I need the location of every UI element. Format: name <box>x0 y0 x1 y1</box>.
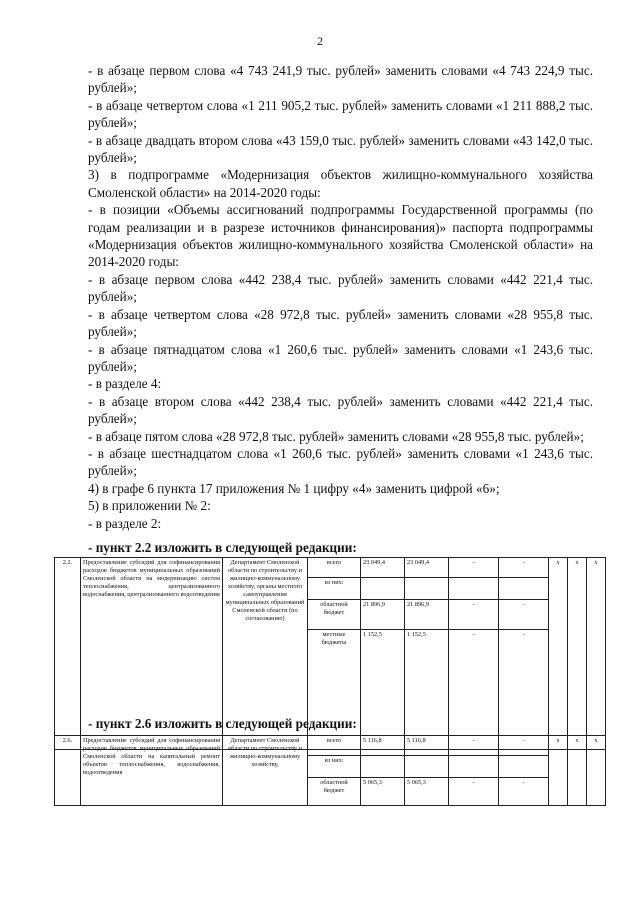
paragraph: - в абзаце двадцать втором слова «43 159,0 тыс. рублей» заменить словами «43 142,0 тыс. рублей»; <box>88 132 593 166</box>
value-cell: - <box>499 600 549 630</box>
measure-description: Предоставление субсидий для софинансирования расходов бюджетов муниципальных образований Смоленской области на капитальный ремонт объектов теплоснабжения, водоснабжения, водоотведения <box>81 736 223 806</box>
paragraph: 3) в подпрограмме «Модернизация объектов жилищно-коммунального хозяйства Смоленской области» на 2014-2020 годы: <box>88 167 593 200</box>
value-cell <box>499 578 549 600</box>
paragraph: - в абзаце шестнадцатом слова «1 260,6 тыс. рублей» заменить словами «1 243,6 тыс. рублей»; <box>88 445 593 479</box>
value-cell: 23 049,4 <box>405 558 449 578</box>
value-cell: - <box>449 600 499 630</box>
value-cell: - <box>449 736 499 756</box>
paragraph: - в абзаце пятом слова «28 972,8 тыс. рублей» заменить словами «28 955,8 тыс. рублей»; <box>88 428 584 444</box>
value-cell: - <box>449 630 499 750</box>
value-cell <box>449 578 499 600</box>
value-cell <box>361 578 405 600</box>
paragraph: - в абзаце первом слова «442 238,4 тыс. рублей» заменить словами «442 221,4 тыс. рублей»; <box>88 271 593 305</box>
x-cell: х <box>568 558 587 750</box>
x-cell: х <box>568 736 587 806</box>
source-cell: областной бюджет <box>308 778 361 806</box>
value-cell: - <box>449 558 499 578</box>
table-row <box>55 558 606 578</box>
document-body <box>88 62 593 532</box>
value-cell: 21 896,9 <box>405 600 449 630</box>
x-cell: х <box>587 558 606 750</box>
x-cell: х <box>549 558 568 750</box>
x-cell: х <box>549 736 568 806</box>
table-row <box>55 736 606 756</box>
value-cell: - <box>499 558 549 578</box>
paragraph: - в разделе 4: <box>88 376 162 392</box>
heading-point-2-6: - пункт 2.6 изложить в следующей редакции: <box>88 716 357 731</box>
paragraph: - в абзаце четвертом слова «1 211 905,2 тыс. рублей» заменить словами «1 211 888,2 тыс. рублей»; <box>88 97 593 131</box>
value-cell <box>405 756 449 778</box>
value-cell: 5 065,3 <box>361 778 405 806</box>
row-number: 2.2. <box>55 558 81 750</box>
value-cell <box>405 578 449 600</box>
value-cell <box>361 756 405 778</box>
table-point-2-6 <box>54 735 606 806</box>
value-cell <box>449 756 499 778</box>
paragraph: - в разделе 2: <box>88 515 162 531</box>
paragraph: - в абзаце первом слова «4 743 241,9 тыс. рублей» заменить словами «4 743 224,9 тыс. рублей»; <box>88 63 593 96</box>
paragraph: 5) в приложении № 2: <box>88 498 211 514</box>
value-cell: - <box>499 736 549 756</box>
value-cell: 1 152,5 <box>405 630 449 750</box>
value-cell: - <box>499 778 549 806</box>
paragraph: - в абзаце четвертом слова «28 972,8 тыс. рублей» заменить словами «28 955,8 тыс. рублей»; <box>88 306 593 340</box>
value-cell: 5 065,3 <box>405 778 449 806</box>
paragraph: - в позиции «Объемы ассигнований подпрограммы Государственной программы (по годам реализации и в разрезе источников финансирования)» паспорта подпрограммы «Модернизация объектов жилищно-коммунального хозяйства Смоленской области» на 2014-2020 годы: <box>88 202 593 270</box>
value-cell <box>499 756 549 778</box>
row-number: 2.6. <box>55 736 81 806</box>
measure-description: Предоставление субсидий для софинансирования расходов бюджетов муниципальных образований Смоленской области на модернизацию систем теплоснабжения, централизованного водоснабжения, централизованного водоотведения <box>81 558 223 750</box>
paragraph: - в абзаце втором слова «442 238,4 тыс. рублей» заменить словами «442 221,4 тыс. рублей»; <box>88 393 593 427</box>
paragraph: - в абзаце пятнадцатом слова «1 260,6 тыс. рублей» заменить словами «1 243,6 тыс. рублей»; <box>88 341 593 374</box>
executor: Департамент Смоленской области по строительству и жилищно-коммунальному хозяйству, органы местного самоуправления муниципальных образований Смоленской области (по согласованию) <box>223 558 308 750</box>
value-cell: 1 152,5 <box>361 630 405 750</box>
paragraph: 4) в графе 6 пункта 17 приложения № 1 цифру «4» заменить цифрой «6»; <box>88 480 500 496</box>
source-cell: из них: <box>308 578 361 600</box>
value-cell: - <box>499 630 549 750</box>
source-cell: всего <box>308 736 361 756</box>
value-cell: 5 116,8 <box>361 736 405 756</box>
value-cell: 23 049,4 <box>361 558 405 578</box>
value-cell: - <box>449 778 499 806</box>
value-cell: 5 116,8 <box>405 736 449 756</box>
source-cell: областной бюджет <box>308 600 361 630</box>
source-cell: всего <box>308 558 361 578</box>
heading-point-2-2: - пункт 2.2 изложить в следующей редакции: <box>88 540 357 555</box>
page-number: 2 <box>317 34 323 48</box>
source-cell: местные бюджеты <box>308 630 361 750</box>
value-cell: 21 896,9 <box>361 600 405 630</box>
x-cell: х <box>587 736 606 806</box>
source-cell: из них: <box>308 756 361 778</box>
executor: Департамент Смоленской области по строительству и жилищно-коммунальному хозяйству, <box>223 736 308 806</box>
